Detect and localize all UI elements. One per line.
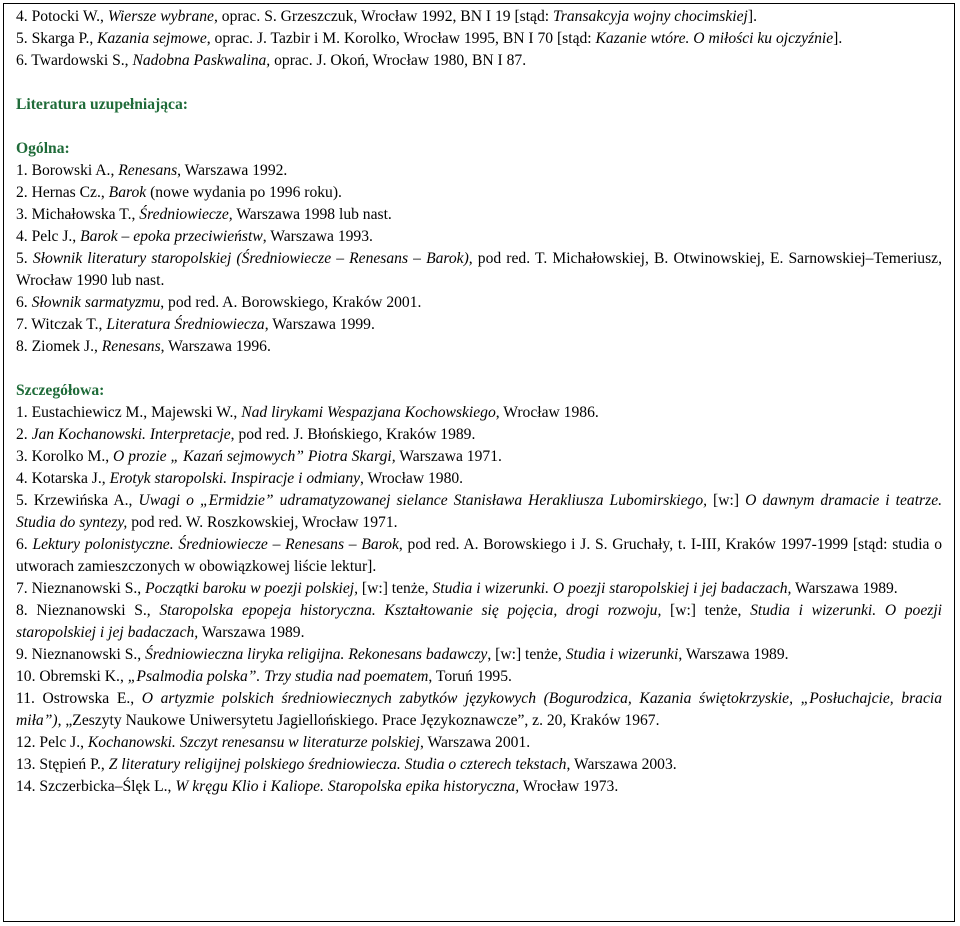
italic-title-text: Renesans [118, 162, 178, 179]
list-item [16, 182, 942, 204]
reference-text: , pod red. J. Błońskiego, Kraków 1989. [230, 426, 476, 443]
reference-text: , Wrocław 1980. [360, 470, 464, 487]
reference-text: , Warszawa 1989. [678, 646, 789, 663]
reference-text: 5. Skarga P., [16, 30, 98, 47]
reference-text: , pod red. A. Borowskiego, Kraków 2001. [160, 294, 422, 311]
italic-title-text: Uwagi o „Ermidzie” udramatyzowanej sielance Stanisława Herakliusza Lubomirskiego, [138, 492, 708, 509]
italic-title-text: Studia i wizerunki. O poezji staropolskiej i jej badaczach, [432, 580, 792, 597]
reference-text: , Warszawa 1992. [177, 162, 288, 179]
italic-title-text: Staropolska epopeja historyczna. Kształtowanie się pojęcia, drogi rozwoju, [159, 602, 662, 619]
reference-text: 5. Krzewińska A., [16, 492, 139, 509]
italic-title-text: Średniowieczna liryka religijna. Rekonesans badawczy [145, 646, 488, 663]
italic-title-text: Renesans [101, 338, 161, 355]
italic-title-text: O artyzmie polskich średniowiecznych zabytków językowych (Bogurodzica, Kazania świętokrzyskie, „Posłuchajcie, bracia miła”) [16, 690, 943, 729]
reference-text: Warszawa 1989. [198, 624, 305, 641]
list-item [16, 292, 942, 314]
italic-title-text: Słownik literatury staropolskiej (Średniowiecze – Renesans – Barok), [32, 250, 473, 267]
list-item [16, 160, 942, 182]
detailed-list [16, 402, 942, 798]
list-item [16, 578, 942, 600]
list-item [16, 446, 942, 468]
list-item [16, 776, 942, 798]
reference-text: Warszawa 1971. [395, 448, 502, 465]
reference-text: 12. Pelc J., [16, 734, 88, 751]
italic-title-text: Studia i wizerunki [565, 646, 679, 663]
reference-text: 3. Michałowska T., [16, 206, 140, 223]
reference-text: 6. [16, 294, 32, 311]
list-item [16, 424, 942, 446]
list-item [16, 490, 942, 534]
reference-text: [w:] tenże, [358, 580, 433, 597]
italic-title-text: „Psalmodia polska”. Trzy studia nad poematem [127, 668, 429, 685]
list-item [16, 336, 942, 358]
list-item [16, 644, 942, 666]
list-item [16, 226, 942, 248]
reference-text: 8. Nieznanowski S., [16, 602, 160, 619]
reference-text: 9. Nieznanowski S., [16, 646, 146, 663]
list-item [16, 204, 942, 226]
reference-text: 11. Ostrowska E., [16, 690, 142, 707]
top-list [16, 6, 942, 72]
subsection-title-general: Ogólna: [16, 140, 70, 157]
reference-text: 4. Pelc J., [16, 228, 81, 245]
reference-text: ]. [833, 30, 843, 47]
reference-text: pod red. W. Roszkowskiej, Wrocław 1971. [127, 514, 398, 531]
reference-text: 10. Obremski K., [16, 668, 128, 685]
italic-title-text: Słownik sarmatyzmu [31, 294, 161, 311]
reference-text: 6. [16, 536, 33, 553]
document-page [3, 3, 955, 922]
italic-title-text: Z literatury religijnej polskiego średniowiecza. Studia o czterech tekstach [108, 756, 567, 773]
document-content [16, 6, 942, 798]
reference-text: , oprac. J. Tazbir i M. Korolko, Wrocław 1995, BN I 70 [stąd: [206, 30, 596, 47]
subsection-title-detailed: Szczegółowa: [16, 382, 105, 399]
list-item [16, 732, 942, 754]
section-heading: Literatura uzupełniająca: [16, 96, 188, 113]
italic-title-text: Barok – epoka przeciwieństw [80, 228, 263, 245]
italic-title-text: Kazania sejmowe [97, 30, 207, 47]
reference-text: 2. [16, 426, 32, 443]
reference-text: oprac. J. Okoń, Wrocław 1980, BN I 87. [270, 52, 527, 69]
list-item [16, 6, 942, 28]
reference-text: , [w:] tenże, [487, 646, 566, 663]
italic-title-text: Literatura Średniowiecza [106, 316, 265, 333]
general-list [16, 160, 942, 358]
italic-title-text: Jan Kochanowski. Interpretacje [31, 426, 231, 443]
reference-text: [w:] tenże, [661, 602, 751, 619]
reference-text: , Warszawa 1993. [262, 228, 373, 245]
italic-title-text: Studia i wizerunki. O poezji staropolskiej i jej badaczach, [16, 602, 942, 641]
reference-text: 7. Nieznanowski S., [16, 580, 146, 597]
italic-title-text: Transakcyja wojny chocimskiej [553, 8, 748, 25]
reference-text: , Warszawa 1999. [264, 316, 375, 333]
italic-title-text: Średniowiecze, [139, 206, 233, 223]
reference-text: 7. Witczak T., [16, 316, 107, 333]
italic-title-text: O dawnym dramacie i teatrze. Studia do syntezy, [16, 492, 943, 531]
reference-text: , Warszawa 2001. [419, 734, 531, 751]
reference-text: 5. [16, 250, 33, 267]
reference-text: 6. Twardowski S., [16, 52, 133, 69]
list-item [16, 314, 942, 336]
italic-title-text: W kręgu Klio i Kaliope. Staropolska epika historyczna, [175, 778, 520, 795]
italic-title-text: Nadobna Paskwalina, [132, 52, 271, 69]
reference-text: , oprac. S. Grzeszczuk, Wrocław 1992, BN I 19 [stąd: [213, 8, 553, 25]
reference-text: , Toruń 1995. [428, 668, 512, 685]
list-item [16, 50, 942, 72]
italic-title-text: O prozie „ Kazań sejmowych” Piotra Skargi, [113, 448, 396, 465]
list-item [16, 666, 942, 688]
list-item [16, 402, 942, 424]
reference-text: (nowe wydania po 1996 roku). [146, 184, 342, 201]
list-item [16, 534, 942, 578]
reference-text: 13. Stępień P., [16, 756, 109, 773]
list-item [16, 248, 942, 292]
italic-title-text: Początki baroku w poezji polskiej, [145, 580, 359, 597]
reference-text: pod red. T. Michałowskiej, B. Otwinowskiej, E. Sarnowskiej–Temeriusz, Wrocław 1990 lub nast. [16, 250, 942, 289]
list-item [16, 600, 942, 644]
reference-text: 4. Potocki W., [16, 8, 108, 25]
reference-text: 2. Hernas Cz., [16, 184, 109, 201]
italic-title-text: Kochanowski. Szczyt renesansu w literaturze polskiej [87, 734, 420, 751]
reference-text: [w:] [707, 492, 746, 509]
list-item [16, 688, 942, 732]
italic-title-text: Lektury polonistyczne. Średniowiecze – Renesans – Barok [32, 536, 399, 553]
reference-text: ]. [747, 8, 757, 25]
reference-text: , „Zeszyty Naukowe Uniwersytetu Jagiellońskiego. Prace Językoznawcze”, z. 20, Kraków 1967. [57, 712, 660, 729]
reference-text: 3. Korolko M., [16, 448, 114, 465]
reference-text: , Warszawa 1996. [160, 338, 271, 355]
italic-title-text: Kazanie wtóre. O miłości ku ojczyźnie [595, 30, 834, 47]
reference-text: , pod red. A. Borowskiego i J. S. Gruchały, t. I-III, Kraków 1997-1999 [stąd: studia o utworach zamieszczonych w obowiązkowej liście lektur]. [16, 536, 942, 575]
reference-text: 1. Borowski A., [16, 162, 119, 179]
reference-text: Warszawa 1998 lub nast. [232, 206, 392, 223]
reference-text: 8. Ziomek J., [16, 338, 102, 355]
italic-title-text: Erotyk staropolski. Inspiracje i odmiany [109, 470, 361, 487]
list-item [16, 754, 942, 776]
italic-title-text: Wiersze wybrane [107, 8, 214, 25]
reference-text: Warszawa 1989. [791, 580, 898, 597]
italic-title-text: Nad lirykami Wespazjana Kochowskiego [241, 404, 496, 421]
reference-text: Wrocław 1973. [519, 778, 619, 795]
reference-text: 14. Szczerbicka–Ślęk L., [16, 778, 176, 795]
list-item [16, 468, 942, 490]
reference-text: 1. Eustachiewicz M., Majewski W., [16, 404, 242, 421]
list-item [16, 28, 942, 50]
reference-text: 4. Kotarska J., [16, 470, 110, 487]
italic-title-text: Barok [108, 184, 147, 201]
reference-text: , Wrocław 1986. [495, 404, 599, 421]
reference-text: , Warszawa 2003. [566, 756, 677, 773]
